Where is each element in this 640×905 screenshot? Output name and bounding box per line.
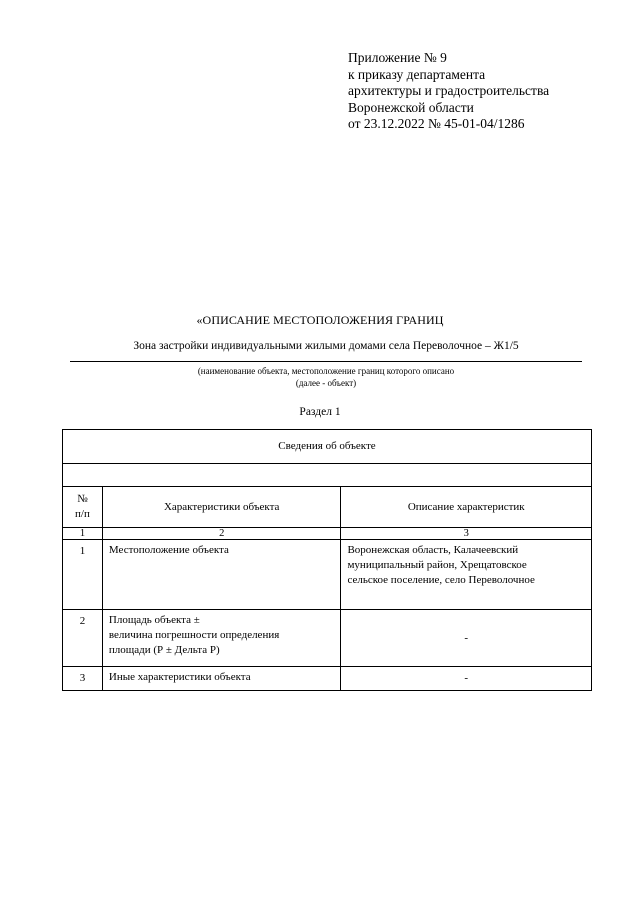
row-description bbox=[341, 540, 592, 610]
document-title: «ОПИСАНИЕ МЕСТОПОЛОЖЕНИЯ ГРАНИЦ bbox=[196, 313, 444, 327]
text-line: Воронежская область, Калачеевский bbox=[347, 544, 519, 556]
appendix-header bbox=[348, 50, 549, 133]
table-row bbox=[63, 667, 592, 691]
text-line: площади (Р ± Дельта Р) bbox=[108, 644, 220, 656]
object-name-caption bbox=[70, 365, 582, 389]
column-number-row bbox=[63, 528, 592, 540]
object-info-table bbox=[62, 429, 592, 691]
text-line: величина погрешности определения bbox=[108, 629, 280, 641]
object-name: Зона застройки индивидуальными жилыми домами села Переволочное – Ж1/5 bbox=[133, 340, 519, 352]
row-characteristic bbox=[102, 540, 341, 610]
row-number: 1 bbox=[63, 540, 103, 610]
appendix-line: архитектуры и градостроительства bbox=[348, 83, 550, 98]
caption-line: (наименование объекта, местоположение границ которого описано bbox=[197, 366, 455, 376]
column-number: 1 bbox=[63, 528, 103, 540]
appendix-line: от 23.12.2022 № 45-01-04/1286 bbox=[348, 116, 525, 131]
text-line: сельское поселение, село Переволочное bbox=[347, 574, 535, 586]
row-characteristic bbox=[102, 667, 341, 691]
table-row bbox=[63, 610, 592, 667]
header-num-line: № bbox=[77, 493, 88, 505]
column-number: 3 bbox=[341, 528, 592, 540]
caption-line: (далее - объект) bbox=[295, 378, 357, 388]
section-label: Раздел 1 bbox=[299, 406, 341, 418]
row-number: 3 bbox=[63, 667, 103, 691]
table-header-row bbox=[63, 487, 592, 528]
column-number: 2 bbox=[102, 528, 341, 540]
header-description: Описание характеристик bbox=[341, 487, 592, 528]
underline-divider bbox=[70, 361, 582, 362]
appendix-line: Воронежской области bbox=[348, 99, 474, 115]
appendix-line: к приказу департамента bbox=[348, 66, 486, 82]
header-characteristics: Характеристики объекта bbox=[102, 487, 341, 528]
text-line: Местоположение объекта bbox=[108, 544, 229, 556]
row-characteristic bbox=[102, 610, 341, 667]
table-row bbox=[63, 540, 592, 610]
text-line: муниципальный район, Хрещатовское bbox=[347, 559, 527, 571]
table-empty-row bbox=[63, 464, 592, 487]
row-description: - bbox=[341, 610, 592, 667]
header-num-line: п/п bbox=[75, 508, 90, 520]
header-num bbox=[63, 487, 103, 528]
table-caption: Сведения об объекте bbox=[63, 430, 592, 464]
text-line: Площадь объекта ± bbox=[108, 614, 200, 626]
row-description: - bbox=[341, 667, 592, 691]
text-line: Иные характеристики объекта bbox=[108, 671, 251, 683]
row-number: 2 bbox=[63, 610, 103, 667]
appendix-line: Приложение № 9 bbox=[348, 50, 447, 65]
